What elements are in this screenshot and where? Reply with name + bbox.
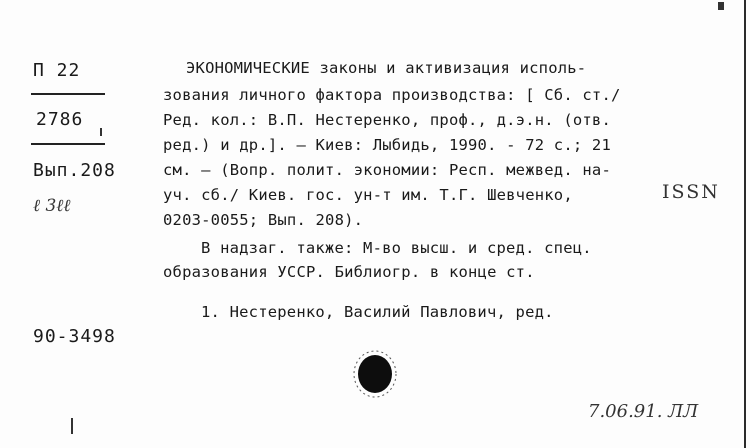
punch-hole (352, 348, 398, 398)
note-line: образования УССР. Библиогр. в конце ст. (163, 263, 535, 281)
date-stamp: 7.06.91. ЛЛ (588, 401, 699, 422)
call-number-rule (31, 93, 105, 95)
tracing-line: 1. Нестеренко, Василий Павлович, ред. (201, 303, 554, 321)
entry-line: 0203-0055; Вып. 208). (163, 211, 364, 229)
issue-number: Вып.208 (33, 160, 116, 181)
accession-number: 90-3498 (33, 326, 116, 347)
entry-line: уч. сб./ Киев. гос. ун-т им. Т.Г. Шевченко, (163, 186, 573, 204)
bottom-tick (71, 418, 73, 434)
edge-mark (718, 2, 724, 10)
margin-tick (100, 128, 102, 136)
record-number: 2786 (36, 109, 84, 130)
call-number: П 22 (33, 60, 81, 81)
entry-line: Ред. кол.: В.П. Нестеренко, проф., д.э.н. (отв. (163, 111, 611, 129)
entry-line: ЭКОНОМИЧЕСКИЕ законы и активизация исполь- (186, 59, 587, 77)
entry-line: см. – (Вопр. полит. экономии: Респ. межвед. на- (163, 161, 611, 179)
handwritten-note: ℓ 3ℓℓ (33, 196, 71, 216)
handwritten-issn: ISSN (662, 181, 720, 203)
note-line: В надзаг. также: М-во высш. и сред. спец. (201, 239, 592, 257)
entry-line: зования личного фактора производства: [ Сб. ст./ (163, 86, 621, 104)
card-edge (744, 0, 746, 448)
entry-line: ред.) и др.]. – Киев: Лыбидь, 1990. - 72 с.; 21 (163, 136, 611, 154)
record-number-rule (31, 143, 105, 145)
